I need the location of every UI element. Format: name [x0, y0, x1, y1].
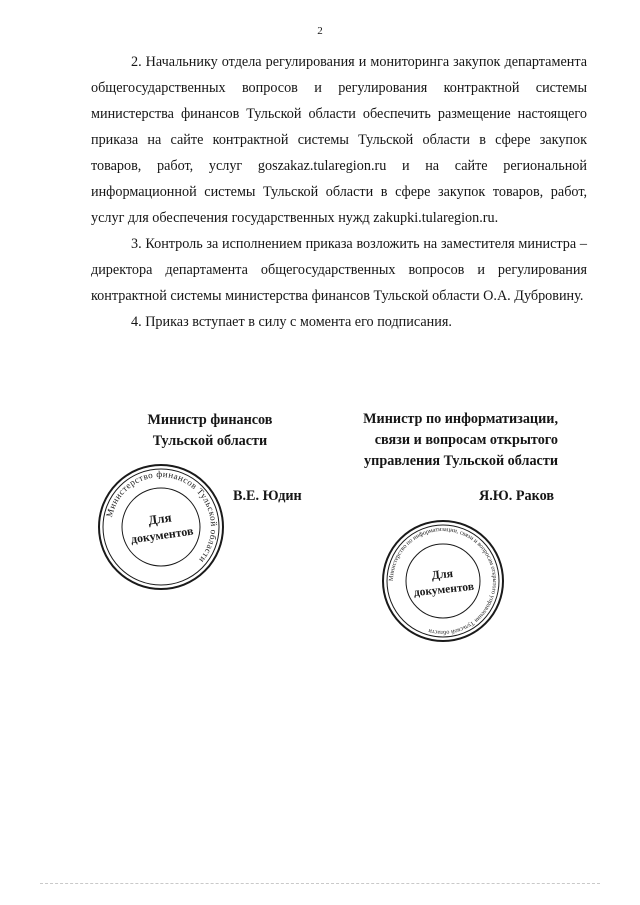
official-stamp-right: [380, 518, 506, 644]
signatory-right-title-line3: управления Тульской области: [364, 453, 558, 469]
stamp-right-center-line2: документов: [413, 580, 475, 600]
paragraph-3: 3. Контроль за исполнением приказа возложить на заместителя министра – директора департамента общегосударственных вопросов и регулирования контрактной системы министерства финансов Тульской области О.А. Дубровину.: [91, 236, 587, 304]
signatory-left-title: [135, 410, 285, 452]
paragraph-2: 2. Начальнику отдела регулирования и мониторинга закупок департамента общегосударственных вопросов и регулирования контрактной системы министерства финансов Тульской области обеспечить размещение настоящего приказа на сайте контрактной системы Тульской области в сфере закупок товаров, работ, услуг goszakaz.tularegion.ru и на сайте региональной информационной системы Тульской области в сфере закупок товаров, работ, услуг для обеспечения государственных нужд zakupki.tularegion.ru.: [91, 54, 587, 226]
stamp-right-ring-text: Министерство по информатизации, связи и вопросам открытого управления Тульской области: [387, 525, 499, 637]
signatory-right-title-line2: связи и вопросам открытого: [374, 432, 558, 448]
stamp-left-center-line1: Для: [147, 509, 173, 528]
signatory-left-title-line1: Министр финансов: [147, 412, 273, 428]
signatory-right-title-line1: Министр по информатизации,: [363, 411, 558, 427]
signatory-left-name: В.Е. Юдин: [233, 488, 302, 504]
signatory-right-title: [336, 409, 558, 472]
official-stamp-left: [96, 462, 226, 592]
signatory-left-title-line2: Тульской области: [152, 433, 268, 449]
stamp-left-ring-text: Министерство финансов Тульской области: [103, 468, 220, 566]
stamp-right-center-line1: Для: [430, 565, 454, 583]
paragraph-4: 4. Приказ вступает в силу с момента его подписания.: [131, 314, 452, 330]
document-body: [91, 49, 587, 335]
signatory-right-name: Я.Ю. Раков: [479, 488, 555, 504]
page-number: 2: [317, 25, 323, 37]
bottom-scan-edge: [40, 883, 600, 884]
stamp-left-center-line2: документов: [129, 523, 195, 547]
